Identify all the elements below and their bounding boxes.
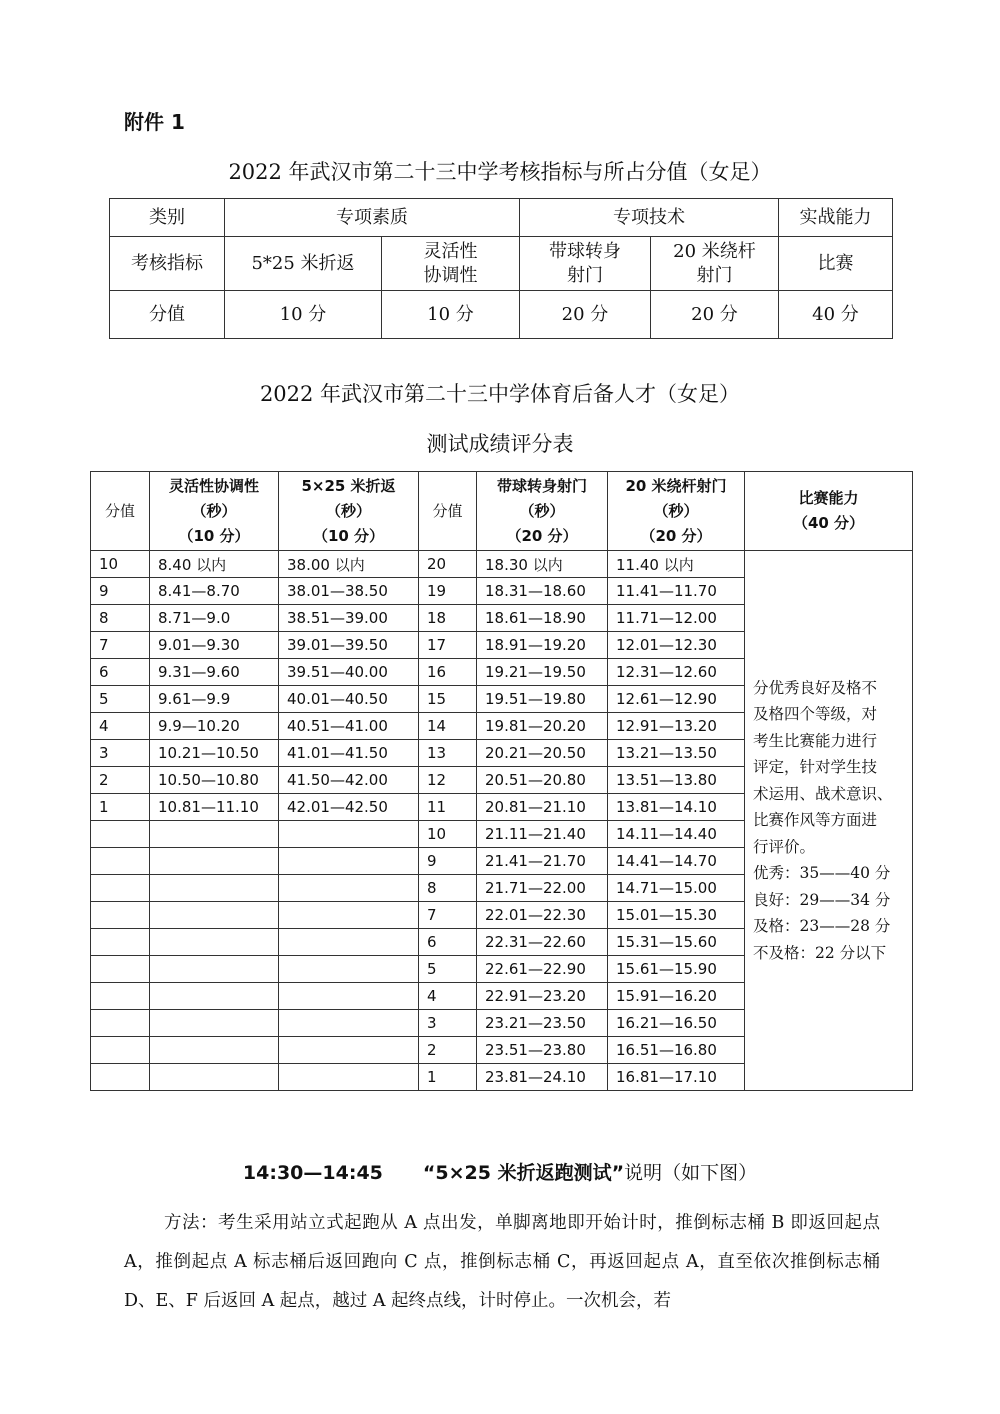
table-cell: 10 分 xyxy=(225,291,382,339)
table-cell xyxy=(150,902,279,929)
header-line: 5×25 米折返 xyxy=(301,476,396,495)
table-cell xyxy=(279,821,419,848)
description-line: 及格四个等级，对 xyxy=(753,705,878,724)
table-cell: 18 xyxy=(419,605,477,632)
table-cell: 4 xyxy=(91,713,150,740)
table-cell: 8.71—9.0 xyxy=(150,605,279,632)
table-cell xyxy=(150,848,279,875)
table-cell: 38.01—38.50 xyxy=(279,578,419,605)
cell-line: 协调性 xyxy=(423,264,478,286)
table-cell xyxy=(279,848,419,875)
table-cell: 13 xyxy=(419,740,477,767)
table-cell: 22.61—22.90 xyxy=(477,956,608,983)
table-cell: 4 xyxy=(419,983,477,1010)
table-cell xyxy=(150,1010,279,1037)
description-line: 术运用、战术意识、 xyxy=(753,784,893,803)
section-heading xyxy=(0,1158,1000,1185)
title-scoring-sheet: 2022 年武汉市第二十三中学体育后备人才（女足） xyxy=(259,382,741,406)
header-line: （10 分） xyxy=(312,526,385,545)
description-line: 比赛作风等方面进 xyxy=(753,811,878,830)
table-cell: 23.51—23.80 xyxy=(477,1037,608,1064)
table-cell: 42.01—42.50 xyxy=(279,794,419,821)
table-cell: 5 xyxy=(419,956,477,983)
table-cell: 8.41—8.70 xyxy=(150,578,279,605)
table-cell: 14.11—14.40 xyxy=(608,821,745,848)
table-cell xyxy=(150,1037,279,1064)
section-time: 14:30—14:45 xyxy=(242,1162,383,1184)
table-cell xyxy=(279,1064,419,1091)
table-cell: 20 分 xyxy=(520,291,651,339)
table-cell: 10 分 xyxy=(382,291,520,339)
table-cell: 19.51—19.80 xyxy=(477,686,608,713)
table-cell: 10 xyxy=(91,551,150,578)
table-cell: 13.81—14.10 xyxy=(608,794,745,821)
table-cell: 18.91—19.20 xyxy=(477,632,608,659)
table-cell: 6 xyxy=(419,929,477,956)
table-cell xyxy=(91,1010,150,1037)
table-cell xyxy=(520,237,651,291)
table-cell: 15.91—16.20 xyxy=(608,983,745,1010)
table-cell xyxy=(651,237,779,291)
table-cell: 15.31—15.60 xyxy=(608,929,745,956)
table-cell: 7 xyxy=(419,902,477,929)
table-cell: 2 xyxy=(91,767,150,794)
table-cell: 12 xyxy=(419,767,477,794)
table-cell: 16.21—16.50 xyxy=(608,1010,745,1037)
table-cell: 40 分 xyxy=(779,291,893,339)
header-line: 灵活性协调性 xyxy=(168,476,259,495)
header-shuttle xyxy=(279,472,419,551)
table-cell: 专项素质 xyxy=(225,199,520,237)
table-cell: 7 xyxy=(91,632,150,659)
table-cell: 2 xyxy=(419,1037,477,1064)
header-line: 20 米绕杆射门 xyxy=(625,476,727,495)
description-line: 考生比赛能力进行 xyxy=(753,731,878,750)
attachment-label: 附件 1 xyxy=(124,110,185,134)
header-agility xyxy=(150,472,279,551)
table-cell: 12.31—12.60 xyxy=(608,659,745,686)
table-cell xyxy=(91,1037,150,1064)
table-cell: 10.81—11.10 xyxy=(150,794,279,821)
table-cell: 9.9—10.20 xyxy=(150,713,279,740)
table-cell: 15 xyxy=(419,686,477,713)
table-cell: 比赛 xyxy=(779,237,893,291)
table-cell: 10 xyxy=(419,821,477,848)
table-cell: 9.01—9.30 xyxy=(150,632,279,659)
cell-line: 20 米绕杆 xyxy=(673,240,756,262)
table-cell: 9.61—9.9 xyxy=(150,686,279,713)
table-cell xyxy=(91,821,150,848)
table-cell: 22.91—23.20 xyxy=(477,983,608,1010)
header-line: （40 分） xyxy=(792,514,865,532)
table-cell xyxy=(150,1064,279,1091)
table-cell: 22.31—22.60 xyxy=(477,929,608,956)
table-cell xyxy=(150,983,279,1010)
table-cell xyxy=(279,1037,419,1064)
table-cell: 1 xyxy=(91,794,150,821)
table-cell: 39.01—39.50 xyxy=(279,632,419,659)
table-cell: 10.50—10.80 xyxy=(150,767,279,794)
table-cell: 考核指标 xyxy=(110,237,225,291)
cell-line: 射门 xyxy=(696,264,733,286)
table-row xyxy=(110,199,893,237)
table-cell xyxy=(279,902,419,929)
table-cell: 3 xyxy=(91,740,150,767)
table-cell xyxy=(91,1064,150,1091)
table-cell: 16.51—16.80 xyxy=(608,1037,745,1064)
table-cell: 13.21—13.50 xyxy=(608,740,745,767)
table-cell xyxy=(91,956,150,983)
table-cell xyxy=(382,237,520,291)
score-weights-table xyxy=(109,198,893,339)
section-suffix: 说明（如下图） xyxy=(624,1162,758,1184)
table-cell: 16 xyxy=(419,659,477,686)
description-line: 不及格：22 分以下 xyxy=(753,943,887,962)
table-cell: 1 xyxy=(419,1064,477,1091)
match-ability-description xyxy=(745,551,913,1091)
header-line: 比赛能力 xyxy=(798,489,859,507)
table-cell xyxy=(150,956,279,983)
table-cell: 专项技术 xyxy=(520,199,779,237)
table-cell: 18.31—18.60 xyxy=(477,578,608,605)
table-cell: 14.71—15.00 xyxy=(608,875,745,902)
description-line: 分优秀良好及格不 xyxy=(753,678,878,697)
table-header-row xyxy=(91,472,913,551)
description-line: 良好：29——34 分 xyxy=(753,890,891,909)
description-line: 及格：23——28 分 xyxy=(753,917,891,936)
table-cell: 20.21—20.50 xyxy=(477,740,608,767)
header-line: （20 分） xyxy=(640,526,712,545)
table-cell: 11.71—12.00 xyxy=(608,605,745,632)
table-cell: 21.71—22.00 xyxy=(477,875,608,902)
table-cell: 5*25 米折返 xyxy=(225,237,382,291)
table-cell: 8 xyxy=(91,605,150,632)
table-cell: 分值 xyxy=(110,291,225,339)
header-line: （秒） xyxy=(191,501,237,520)
table-cell: 19.81—20.20 xyxy=(477,713,608,740)
header-line: 带球转身射门 xyxy=(496,476,587,495)
table-cell xyxy=(279,956,419,983)
cell-line: 射门 xyxy=(567,264,603,286)
table-cell: 9 xyxy=(419,848,477,875)
header-line: （秒） xyxy=(653,501,699,520)
table-cell xyxy=(279,875,419,902)
table-row xyxy=(110,237,893,291)
table-cell xyxy=(91,929,150,956)
table-cell: 12.91—13.20 xyxy=(608,713,745,740)
table-cell xyxy=(279,929,419,956)
table-cell: 18.61—18.90 xyxy=(477,605,608,632)
header-pole xyxy=(608,472,745,551)
header-line: （20 分） xyxy=(506,526,578,545)
table-cell: 11 xyxy=(419,794,477,821)
table-cell: 18.30 以内 xyxy=(477,551,608,578)
table-cell: 8 xyxy=(419,875,477,902)
table-cell: 14 xyxy=(419,713,477,740)
table-cell: 21.11—21.40 xyxy=(477,821,608,848)
table-cell: 9.31—9.60 xyxy=(150,659,279,686)
table-cell: 实战能力 xyxy=(779,199,893,237)
table-cell xyxy=(91,875,150,902)
table-cell: 40.01—40.50 xyxy=(279,686,419,713)
cell-line: 带球转身 xyxy=(549,240,621,262)
table-cell xyxy=(91,848,150,875)
table-cell: 19.21—19.50 xyxy=(477,659,608,686)
table-cell: 9 xyxy=(91,578,150,605)
table-cell: 38.00 以内 xyxy=(279,551,419,578)
table-cell: 39.51—40.00 xyxy=(279,659,419,686)
subtitle-scoring-sheet: 测试成绩评分表 xyxy=(426,432,574,456)
header-dribble xyxy=(477,472,608,551)
table-cell: 20 分 xyxy=(651,291,779,339)
header-score: 分值 xyxy=(91,472,150,551)
table-cell: 5 xyxy=(91,686,150,713)
header-line: （10 分） xyxy=(178,526,250,545)
table-cell: 6 xyxy=(91,659,150,686)
table-cell: 类别 xyxy=(110,199,225,237)
table-cell: 14.41—14.70 xyxy=(608,848,745,875)
title-score-weights: 2022 年武汉市第二十三中学考核指标与所占分值（女足） xyxy=(228,160,772,184)
table-cell: 19 xyxy=(419,578,477,605)
table-cell xyxy=(150,929,279,956)
table-cell: 41.50—42.00 xyxy=(279,767,419,794)
table-cell: 13.51—13.80 xyxy=(608,767,745,794)
table-cell: 15.61—15.90 xyxy=(608,956,745,983)
table-cell: 11.40 以内 xyxy=(608,551,745,578)
table-cell: 10.21—10.50 xyxy=(150,740,279,767)
header-match xyxy=(745,472,913,551)
table-cell: 40.51—41.00 xyxy=(279,713,419,740)
table-cell: 17 xyxy=(419,632,477,659)
header-score-2: 分值 xyxy=(419,472,477,551)
table-row xyxy=(91,551,913,578)
table-cell: 12.01—12.30 xyxy=(608,632,745,659)
description-line: 行评价。 xyxy=(753,837,816,856)
scoring-table xyxy=(90,471,913,1091)
table-cell: 8.40 以内 xyxy=(150,551,279,578)
table-row xyxy=(110,291,893,339)
table-cell: 20.51—20.80 xyxy=(477,767,608,794)
description-line: 优秀：35——40 分 xyxy=(753,864,891,883)
table-cell xyxy=(150,821,279,848)
table-cell: 23.21—23.50 xyxy=(477,1010,608,1037)
table-cell xyxy=(279,1010,419,1037)
table-cell: 11.41—11.70 xyxy=(608,578,745,605)
table-cell: 3 xyxy=(419,1010,477,1037)
table-cell: 23.81—24.10 xyxy=(477,1064,608,1091)
table-cell: 15.01—15.30 xyxy=(608,902,745,929)
table-cell xyxy=(91,902,150,929)
table-cell: 41.01—41.50 xyxy=(279,740,419,767)
table-cell xyxy=(91,983,150,1010)
header-line: （秒） xyxy=(325,501,371,520)
description-line: 评定，针对学生技 xyxy=(753,758,878,777)
table-cell: 38.51—39.00 xyxy=(279,605,419,632)
table-cell: 12.61—12.90 xyxy=(608,686,745,713)
table-cell: 22.01—22.30 xyxy=(477,902,608,929)
table-cell: 21.41—21.70 xyxy=(477,848,608,875)
table-cell xyxy=(150,875,279,902)
section-name: “5×25 米折返跑测试” xyxy=(422,1162,625,1184)
table-cell: 20 xyxy=(419,551,477,578)
table-cell: 20.81—21.10 xyxy=(477,794,608,821)
method-paragraph: 方法：考生采用站立式起跑从 A 点出发，单脚离地即开始计时，推倒标志桶 B 即返回起点 A，推倒起点 A 标志桶后返回跑向 C 点，推倒标志桶 C，再返回起点 A，直至依次推倒标志桶 D、E、F 后返回 A 起点，越过 A 起终点线，计时停止。一次机会，若 xyxy=(124,1213,880,1311)
table-cell xyxy=(279,983,419,1010)
header-line: （秒） xyxy=(519,501,565,520)
table-cell: 16.81—17.10 xyxy=(608,1064,745,1091)
cell-line: 灵活性 xyxy=(423,240,478,262)
